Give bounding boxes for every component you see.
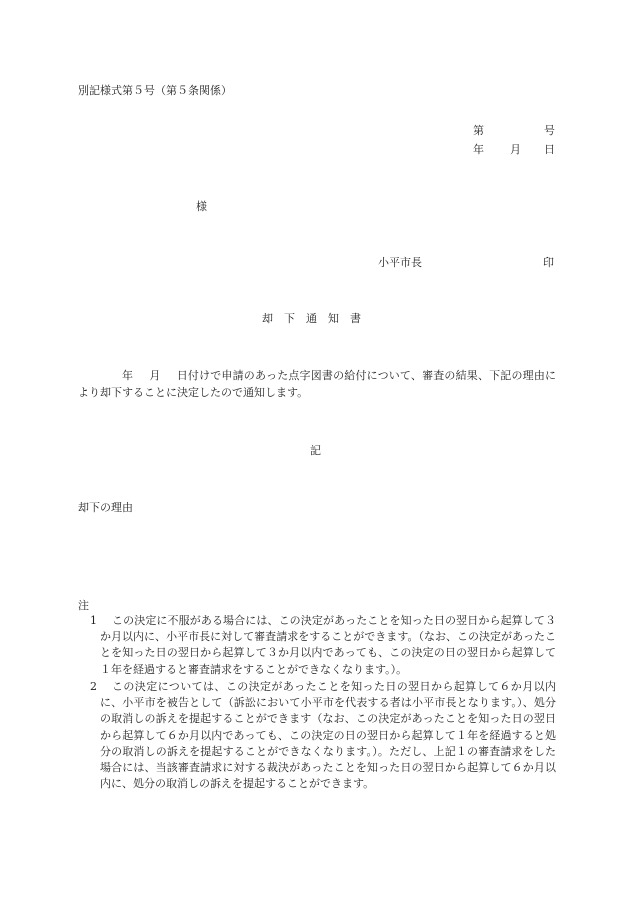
document-number-suffix: 号 <box>544 124 555 137</box>
body-paragraph <box>78 367 556 401</box>
document-title: 却下通知書 <box>262 312 372 325</box>
note-number: 2 <box>90 680 97 693</box>
date-day-label: 日 <box>544 143 555 156</box>
seal-mark: 印 <box>543 256 554 269</box>
notes-heading: 注 <box>78 599 89 612</box>
note-item <box>90 613 556 678</box>
body-text: 日付けで申請のあった点字図書の給付について、審査の結果、下記の理由により却下することに決定したので通知します。 <box>78 369 557 399</box>
note-text: この決定については、この決定があったことを知った日の翌日から起算して６か月以内に、小平市を被告として（訴訟において小平市を代表する者は小平市長となります。）、処分の取消しの訴えを提起することができます（なお、この決定があったことを知った日の翌日から起算して６か月以内であっても、この決定の日の翌日から起算して１年を経過すると処分の取消しの訴えを提起することができなくなります。）。ただし、上記１の審査請求をした場合には、当該審査請求に対する裁決があったことを知った日の翌日から起算して６か月以内に、処分の取消しの訴えを提起することができます。 <box>100 680 556 791</box>
ki-heading: 記 <box>310 444 321 457</box>
date-year-label: 年 <box>473 143 484 156</box>
note-text: この決定に不服がある場合には、この決定があったことを知った日の翌日から起算して３か月以内に、小平市長に対して審査請求をすることができます。（なお、この決定があったことを知った日の翌日から起算して３か月以内であっても、この決定の日の翌日から起算して１年を経過すると審査請求をすることができなくなります。）。 <box>100 614 556 676</box>
note-item <box>90 679 556 792</box>
addressee-honorific: 様 <box>196 200 207 213</box>
date-month-label: 月 <box>510 143 521 156</box>
reason-label: 却下の理由 <box>78 501 133 514</box>
document-number-label: 第 <box>473 124 484 137</box>
note-number: 1 <box>90 614 97 627</box>
body-month-label: 月 <box>149 369 161 382</box>
form-label: 別記様式第５号（第５条関係） <box>78 84 232 97</box>
body-year-label: 年 <box>122 369 134 382</box>
sender-name: 小平市長 <box>378 256 422 269</box>
